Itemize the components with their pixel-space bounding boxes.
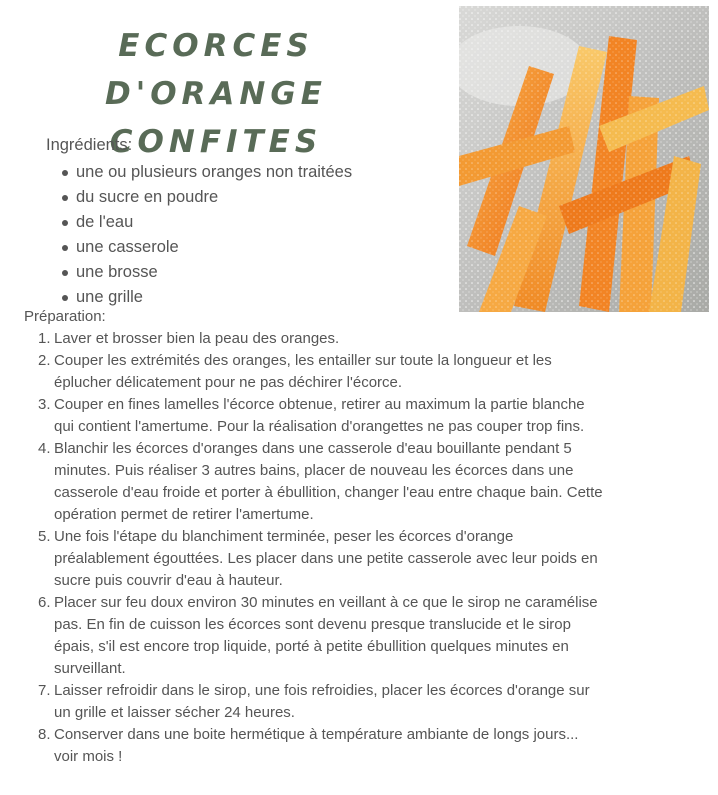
preparation-step xyxy=(24,394,604,438)
step-text: Couper en fines lamelles l'écorce obtenue, retirer au maximum la partie blanche qui contient l'amertume. Pour la réalisation d'orangettes ne pas couper trop fins. xyxy=(54,396,585,435)
step-number: 7. xyxy=(38,682,51,699)
recipe-title-line-2: CONFITES xyxy=(109,124,323,160)
step-number: 1. xyxy=(38,330,51,347)
step-text: Une fois l'étape du blanchiment terminée, peser les écorces d'orange préalablement égouttées. Les placer dans une petite casserole avec leur poids en sucre puis couvrir d'eau à hauteur. xyxy=(54,528,598,589)
ingredient-item: une brosse xyxy=(60,260,352,285)
preparation-step xyxy=(24,350,604,394)
ingredient-item: de l'eau xyxy=(60,210,352,235)
step-text: Placer sur feu doux environ 30 minutes en veillant à ce que le sirop ne caramélise pas. En fin de cuisson les écorces sont devenu presque translucide et le sirop épais, s'il est encore trop liquide, porté à petite ébullition quelques minutes en surveillant. xyxy=(54,594,598,677)
step-text: Blanchir les écorces d'oranges dans une casserole d'eau bouillante pendant 5 minutes. Puis réaliser 3 autres bains, placer de nouveau les écorces dans une casserole d'eau froide et porter à ébullition, changer l'eau entre chaque bain. Cette opération permet de retirer l'amertume. xyxy=(54,440,603,523)
ingredient-item: une casserole xyxy=(60,235,352,260)
step-text: Couper les extrémités des oranges, les entailler sur toute la longueur et les éplucher délicatement pour ne pas déchirer l'écorce. xyxy=(54,352,552,391)
ingredient-item: une grille xyxy=(60,285,352,310)
step-number: 5. xyxy=(38,528,51,545)
step-number: 8. xyxy=(38,726,51,743)
recipe-title-line-1: ECORCES D'ORANGE xyxy=(104,28,327,112)
preparation-label: Préparation: xyxy=(24,308,106,325)
preparation-step xyxy=(24,526,604,592)
preparation-steps xyxy=(24,328,604,768)
step-text: Laisser refroidir dans le sirop, une fois refroidies, placer les écorces d'orange sur un grille et laisser sécher 24 heures. xyxy=(54,682,590,721)
ingredient-item: du sucre en poudre xyxy=(60,185,352,210)
step-text: Laver et brosser bien la peau des oranges. xyxy=(54,330,340,347)
ingredients-label: Ingrédients: xyxy=(46,136,133,154)
preparation-step xyxy=(24,328,604,350)
step-number: 4. xyxy=(38,440,51,457)
preparation-step xyxy=(24,438,604,526)
ingredients-list xyxy=(46,160,352,310)
ingredients-section xyxy=(46,134,352,310)
preparation-step xyxy=(24,592,604,680)
preparation-step xyxy=(24,724,604,768)
step-text: Conserver dans une boite hermétique à température ambiante de longs jours... voir mois ! xyxy=(54,726,579,765)
ingredient-item: une ou plusieurs oranges non traitées xyxy=(60,160,352,185)
step-number: 6. xyxy=(38,594,51,611)
step-number: 2. xyxy=(38,352,51,369)
preparation-step xyxy=(24,680,604,724)
candied-orange-peels-photo xyxy=(459,6,709,312)
step-number: 3. xyxy=(38,396,51,413)
